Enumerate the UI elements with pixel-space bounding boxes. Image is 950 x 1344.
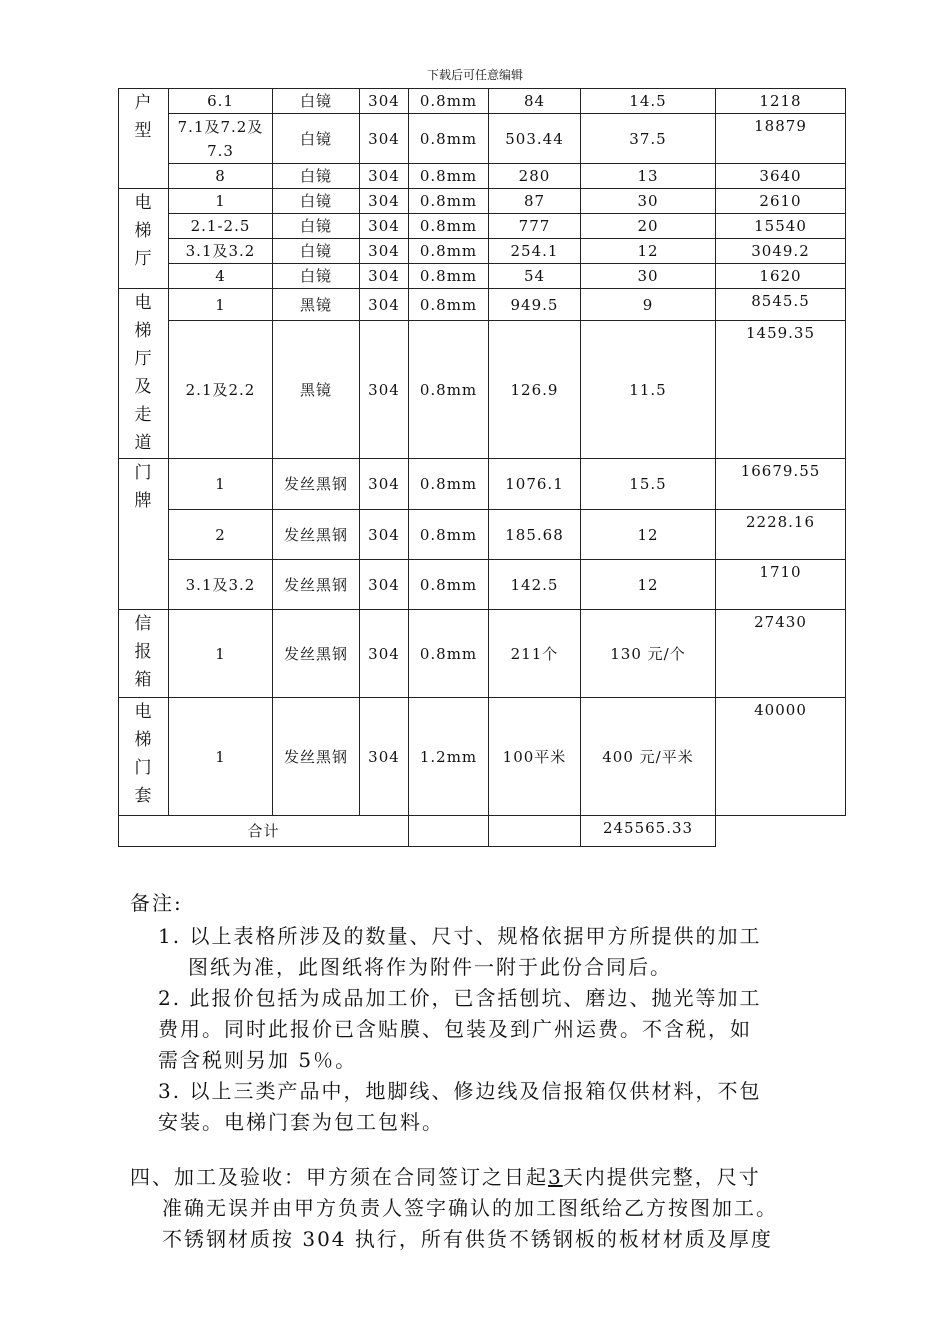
note-1-line-2: 图纸为准，此图纸将作为附件一附于此份合同后。	[188, 955, 672, 979]
grade-cell: 304	[360, 114, 409, 164]
section-four-text-a: 四、加工及验收：甲方须在合同签订之日起	[130, 1165, 548, 1189]
quantity-cell: 84	[489, 89, 581, 114]
item-cell: 1	[169, 459, 273, 510]
note-3-line-2: 安装。电梯门套为包工包料。	[158, 1110, 444, 1134]
table-row	[119, 510, 846, 560]
unit-price-cell: 30	[581, 189, 716, 214]
thickness-cell: 1.2mm	[409, 698, 489, 816]
quotation-table	[118, 88, 846, 847]
notes-section	[130, 888, 850, 1138]
table-row	[119, 164, 846, 189]
grade-cell: 304	[360, 560, 409, 610]
amount-cell: 18879	[716, 114, 846, 164]
item-cell: 1	[169, 610, 273, 698]
quantity-cell: 211个	[489, 610, 581, 698]
quantity-cell: 142.5	[489, 560, 581, 610]
amount-cell: 16679.55	[716, 459, 846, 510]
table-row	[119, 289, 846, 321]
note-2-line-2: 费用。同时此报价已含贴膜、包装及到广州运费。不含税，如	[158, 1017, 752, 1041]
quantity-cell: 54	[489, 264, 581, 289]
thickness-cell: 0.8mm	[409, 459, 489, 510]
total-label: 合计	[119, 816, 409, 847]
section-four-line-3: 不锈钢材质按 304 执行，所有供货不锈钢板的板材材质及厚度	[162, 1227, 773, 1251]
grade-cell: 304	[360, 321, 409, 459]
item-cell: 8	[169, 164, 273, 189]
unit-price-cell: 13	[581, 164, 716, 189]
unit-price-cell: 14.5	[581, 89, 716, 114]
unit-price-cell: 12	[581, 239, 716, 264]
amount-cell: 3640	[716, 164, 846, 189]
grade-cell: 304	[360, 239, 409, 264]
section-four-text-b: 天内提供完整，尺寸	[562, 1165, 761, 1189]
grade-cell: 304	[360, 289, 409, 321]
unit-price-cell: 20	[581, 214, 716, 239]
quantity-cell: 254.1	[489, 239, 581, 264]
category-cell	[119, 289, 169, 459]
amount-cell: 3049.2	[716, 239, 846, 264]
unit-price-cell: 11.5	[581, 321, 716, 459]
amount-cell: 8545.5	[716, 289, 846, 321]
item-cell: 3.1及3.2	[169, 560, 273, 610]
table-row	[119, 321, 846, 459]
unit-price-cell: 12	[581, 510, 716, 560]
material-cell: 发丝黑钢	[273, 510, 360, 560]
note-2-line-3: 需含税则另加 5％。	[158, 1048, 358, 1072]
notes-title: 备注:	[130, 891, 183, 915]
item-cell: 2.1-2.5	[169, 214, 273, 239]
amount-cell: 2610	[716, 189, 846, 214]
thickness-cell: 0.8mm	[409, 189, 489, 214]
table-row	[119, 610, 846, 698]
category-cell	[119, 698, 169, 816]
total-qty-cell	[409, 816, 489, 847]
material-cell: 白镜	[273, 214, 360, 239]
thickness-cell: 0.8mm	[409, 610, 489, 698]
grade-cell: 304	[360, 459, 409, 510]
amount-cell: 1620	[716, 264, 846, 289]
quantity-cell: 1076.1	[489, 459, 581, 510]
thickness-cell: 0.8mm	[409, 264, 489, 289]
unit-price-cell: 37.5	[581, 114, 716, 164]
category-label: 门牌	[134, 463, 153, 511]
thickness-cell: 0.8mm	[409, 214, 489, 239]
grade-cell: 304	[360, 610, 409, 698]
item-cell: 4	[169, 264, 273, 289]
table-row	[119, 89, 846, 114]
material-cell: 黑镜	[273, 289, 360, 321]
thickness-cell: 0.8mm	[409, 239, 489, 264]
material-cell: 发丝黑钢	[273, 698, 360, 816]
unit-price-cell: 30	[581, 264, 716, 289]
quantity-cell: 280	[489, 164, 581, 189]
amount-cell: 2228.16	[716, 510, 846, 560]
grade-cell: 304	[360, 214, 409, 239]
material-cell: 白镜	[273, 89, 360, 114]
unit-price-cell: 130 元/个	[581, 610, 716, 698]
thickness-cell: 0.8mm	[409, 560, 489, 610]
item-cell: 2.1及2.2	[169, 321, 273, 459]
category-label: 户型	[134, 93, 153, 141]
quantity-cell: 100平米	[489, 698, 581, 816]
category-label: 电梯厅及走道	[134, 293, 153, 453]
amount-cell: 1459.35	[716, 321, 846, 459]
material-cell: 白镜	[273, 264, 360, 289]
quantity-cell: 503.44	[489, 114, 581, 164]
table-row	[119, 189, 846, 214]
material-cell: 发丝黑钢	[273, 560, 360, 610]
quantity-cell: 87	[489, 189, 581, 214]
amount-cell: 1218	[716, 89, 846, 114]
unit-price-cell: 15.5	[581, 459, 716, 510]
category-cell	[119, 189, 169, 289]
total-amount: 245565.33	[581, 816, 716, 847]
thickness-cell: 0.8mm	[409, 164, 489, 189]
item-cell: 1	[169, 698, 273, 816]
material-cell: 白镜	[273, 239, 360, 264]
grade-cell: 304	[360, 698, 409, 816]
category-cell	[119, 89, 169, 189]
thickness-cell: 0.8mm	[409, 114, 489, 164]
category-cell	[119, 459, 169, 610]
thickness-cell: 0.8mm	[409, 321, 489, 459]
table-row	[119, 698, 846, 816]
note-2-line-1: 2. 此报价包括为成品加工价，已含括刨坑、磨边、抛光等加工	[158, 986, 762, 1010]
table-row	[119, 560, 846, 610]
material-cell: 发丝黑钢	[273, 459, 360, 510]
grade-cell: 304	[360, 189, 409, 214]
amount-cell: 15540	[716, 214, 846, 239]
table-row	[119, 264, 846, 289]
grade-cell: 304	[360, 264, 409, 289]
table-row	[119, 114, 846, 164]
thickness-cell: 0.8mm	[409, 289, 489, 321]
amount-cell: 40000	[716, 698, 846, 816]
amount-cell: 27430	[716, 610, 846, 698]
thickness-cell: 0.8mm	[409, 510, 489, 560]
thickness-cell: 0.8mm	[409, 89, 489, 114]
table-row	[119, 214, 846, 239]
material-cell: 白镜	[273, 189, 360, 214]
item-cell: 3.1及3.2	[169, 239, 273, 264]
table-row	[119, 239, 846, 264]
unit-price-cell: 400 元/平米	[581, 698, 716, 816]
category-cell	[119, 610, 169, 698]
item-cell: 7.1及7.2及7.3	[169, 114, 273, 164]
note-1-line-1: 1. 以上表格所涉及的数量、尺寸、规格依据甲方所提供的加工	[158, 924, 762, 948]
total-row	[119, 816, 846, 847]
amount-cell: 1710	[716, 560, 846, 610]
quantity-cell: 949.5	[489, 289, 581, 321]
table-body	[119, 89, 846, 847]
section-four-line-2: 准确无误并由甲方负责人签字确认的加工图纸给乙方按图加工。	[162, 1196, 778, 1220]
quantity-cell: 777	[489, 214, 581, 239]
unit-price-cell: 12	[581, 560, 716, 610]
category-label: 信报箱	[134, 614, 153, 690]
material-cell: 发丝黑钢	[273, 610, 360, 698]
category-label: 电梯门套	[134, 702, 153, 806]
material-cell: 白镜	[273, 114, 360, 164]
item-cell: 1	[169, 189, 273, 214]
item-cell: 2	[169, 510, 273, 560]
material-cell: 白镜	[273, 164, 360, 189]
grade-cell: 304	[360, 89, 409, 114]
category-label: 电梯厅	[134, 193, 153, 269]
page-header: 下载后可任意编辑	[426, 68, 523, 82]
item-cell: 1	[169, 289, 273, 321]
grade-cell: 304	[360, 510, 409, 560]
material-cell: 黑镜	[273, 321, 360, 459]
quantity-cell: 126.9	[489, 321, 581, 459]
quantity-cell: 185.68	[489, 510, 581, 560]
total-price-cell	[489, 816, 581, 847]
unit-price-cell: 9	[581, 289, 716, 321]
grade-cell: 304	[360, 164, 409, 189]
section-four-line-1	[130, 1162, 850, 1193]
note-3-line-1: 3. 以上三类产品中，地脚线、修边线及信报箱仅供材料，不包	[158, 1079, 762, 1103]
table-row	[119, 459, 846, 510]
item-cell: 6.1	[169, 89, 273, 114]
section-four	[130, 1162, 850, 1255]
section-four-days: 3	[548, 1165, 563, 1189]
